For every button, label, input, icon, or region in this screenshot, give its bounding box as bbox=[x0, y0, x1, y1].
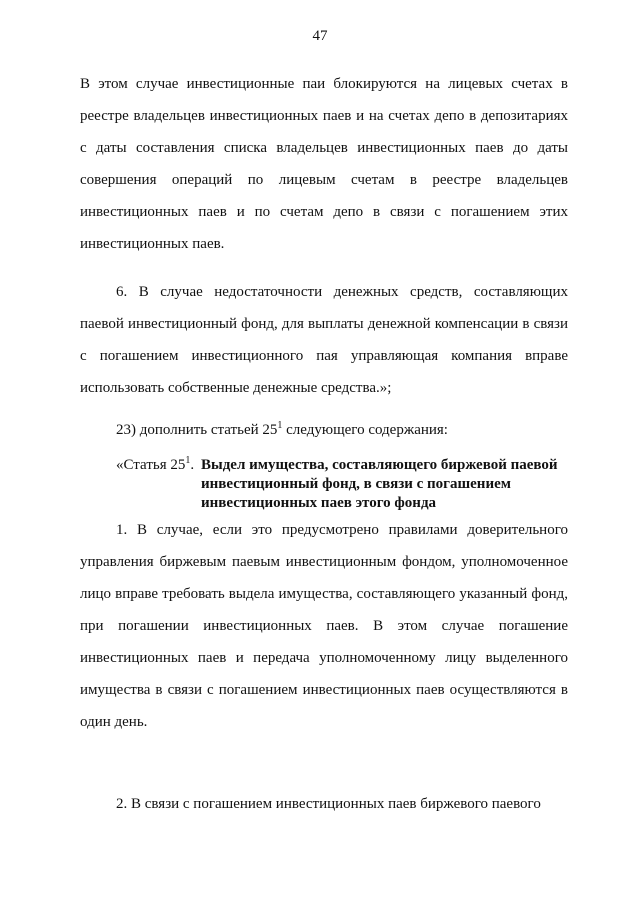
paragraph-item-1: 1. В случае, если это предусмотрено правилами доверительного управления биржевым паевым инвестиционным фондом, уполномоченное лицо вправе требовать выдела имущества, составляющего указанный фонд, при погашении инвестиционных паев. В этом случае погашение инвестиционных паев и передача уполномоченному лицу выделенного имущества в связи с погашением инвестиционных паев осуществляются в один день. bbox=[80, 522, 568, 730]
paragraph-amendment-23 bbox=[80, 414, 568, 446]
article-label bbox=[116, 456, 194, 475]
amendment-superscript: 1 bbox=[277, 420, 283, 431]
article-label-before: «Статья 25 bbox=[116, 457, 186, 473]
amendment-text-after: следующего содержания: bbox=[282, 422, 448, 438]
amendment-text-before: 23) дополнить статьей 25 bbox=[116, 422, 278, 438]
paragraph-item-2: 2. В связи с погашением инвестиционных паев биржевого паевого bbox=[116, 796, 541, 812]
article-label-superscript: 1 bbox=[185, 455, 191, 466]
paragraph-blocking-units: В этом случае инвестиционные паи блокируются на лицевых счетах в реестре владельцев инвестиционных паев и на счетах депо в депозитариях с даты составления списка владельцев инвестиционных паев до даты совершения операций по лицевым счетам в реестре владельцев инвестиционных паев и по счетам депо в связи с погашением этих инвестиционных паев. bbox=[80, 76, 568, 252]
paragraph-item-6: 6. В случае недостаточности денежных средств, составляющих паевой инвестиционный фонд, для выплаты денежной компенсации в связи с погашением инвестиционного пая управляющая компания вправе использовать собственные денежные средства.»; bbox=[80, 284, 568, 396]
page-number: 47 bbox=[312, 28, 328, 44]
article-title: Выдел имущества, составляющего биржевой паевой инвестиционный фонд, в связи с погашением инвестиционных паев этого фонда bbox=[201, 457, 558, 511]
article-label-after: . bbox=[190, 457, 195, 473]
